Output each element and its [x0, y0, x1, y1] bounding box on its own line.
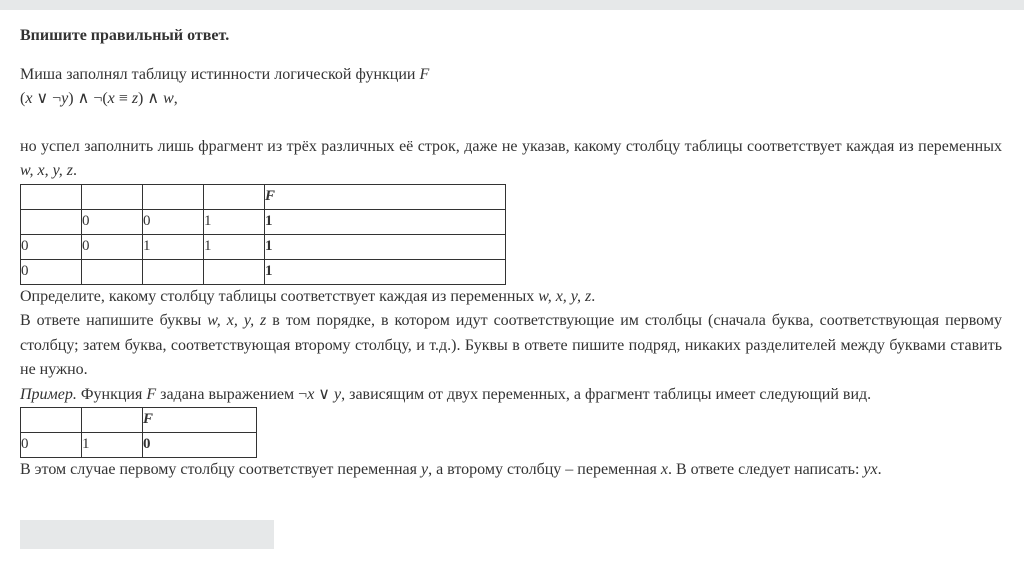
formula-part: ( [20, 90, 26, 107]
formula-part: , [173, 90, 178, 107]
table-cell [21, 209, 82, 234]
table-cell [143, 259, 204, 284]
punctuation: . [591, 287, 596, 305]
table-row [21, 433, 257, 458]
var-z: z [131, 90, 139, 107]
table-cell: 0 [21, 259, 82, 284]
conclusion-part: В этом случае первому столбцу соответствует переменная [20, 461, 421, 478]
table-cell: 1 [143, 234, 204, 259]
table-cell-f: 1 [265, 209, 506, 234]
var-y: y [334, 385, 342, 403]
example-part: ∨ [314, 385, 335, 403]
table-cell-f: 1 [265, 259, 506, 284]
table-header-row [21, 408, 257, 433]
conclusion-text [20, 458, 1002, 483]
question-text [20, 285, 1002, 310]
table-cell [204, 259, 265, 284]
task-instruction: Впишите правильный ответ. [20, 27, 230, 44]
header-cell [82, 408, 143, 433]
header-cell [82, 184, 143, 209]
var-y: y [61, 90, 69, 107]
table-cell: 0 [82, 234, 143, 259]
intro-text [20, 63, 1002, 88]
table-cell: 0 [21, 433, 82, 458]
example-part: , зависящим от двух переменных, а фрагмент таблицы имеет следующий вид. [341, 385, 872, 403]
table-cell [82, 259, 143, 284]
header-cell [21, 184, 82, 209]
top-bar [0, 0, 1024, 10]
answer-instructions [20, 309, 1002, 383]
var-x: x [25, 90, 33, 107]
question-lead: Определите, какому столбцу таблицы соответствует каждая из переменных [20, 287, 539, 305]
truth-table [20, 184, 506, 285]
function-name: F [265, 187, 276, 204]
example-part: Функция [76, 385, 147, 403]
conclusion-part: , а второму столбцу – переменная [428, 461, 661, 478]
formula-part: ) ∧ ¬( [68, 90, 108, 107]
var-x: x [660, 461, 668, 478]
table-row [21, 209, 506, 234]
task-description [20, 135, 1002, 184]
description-text: но успел заполнить лишь фрагмент из трёх различных её строк, даже не указав, какому столбцу таблицы соответствует каждая из переменных [20, 137, 1002, 155]
instruction-text: в том порядке, в котором идут соответствующие им столбцы (сначала буква, соответствующая первому столбцу; затем буква, соответствующая второму столбцу, и т.д.). Буквы в ответе пишите подряд, никаких разделителей между буквами ставить не нужно. [20, 312, 1002, 378]
table-cell: 1 [204, 209, 265, 234]
table-cell: 0 [82, 209, 143, 234]
answer-input-area[interactable] [20, 520, 274, 549]
punctuation: . [877, 461, 882, 478]
header-cell [21, 408, 82, 433]
header-cell [143, 184, 204, 209]
function-name: F [419, 65, 430, 83]
function-formula [20, 87, 1002, 112]
intro-lead: Миша заполнял таблицу истинности логической функции [20, 65, 420, 83]
var-y: y [420, 461, 429, 478]
example-table [20, 407, 257, 458]
conclusion-part: . В ответе следует написать: [667, 461, 864, 478]
table-cell-f: 0 [143, 433, 257, 458]
variables-list: w, x, y, z [207, 312, 267, 329]
instruction-text: В ответе напишите буквы [20, 312, 208, 329]
formula-part: ≡ [114, 90, 132, 107]
function-name: F [143, 411, 154, 427]
table-cell: 0 [21, 234, 82, 259]
table-cell-f: 1 [265, 234, 506, 259]
example-part: задана выражением ¬ [156, 385, 308, 403]
var-x: x [307, 385, 315, 403]
example-label: Пример. [20, 385, 77, 403]
table-cell: 1 [82, 433, 143, 458]
var-x: x [107, 90, 115, 107]
variables-list: w, x, y, z [20, 162, 74, 179]
punctuation: . [73, 162, 78, 179]
formula-part: ∨ ¬ [32, 90, 62, 107]
table-row [21, 234, 506, 259]
example-answer: yx [863, 461, 878, 478]
table-row [21, 259, 506, 284]
header-cell-f [265, 184, 506, 209]
function-name: F [146, 385, 157, 403]
table-header-row [21, 184, 506, 209]
formula-part: ) ∧ [138, 90, 164, 107]
header-cell-f [143, 408, 257, 433]
table-cell: 1 [204, 234, 265, 259]
table-cell: 0 [143, 209, 204, 234]
header-cell [204, 184, 265, 209]
variables-list: w, x, y, z [538, 287, 592, 305]
var-w: w [163, 90, 174, 107]
example-text [20, 383, 1002, 408]
task-content [20, 24, 1002, 483]
